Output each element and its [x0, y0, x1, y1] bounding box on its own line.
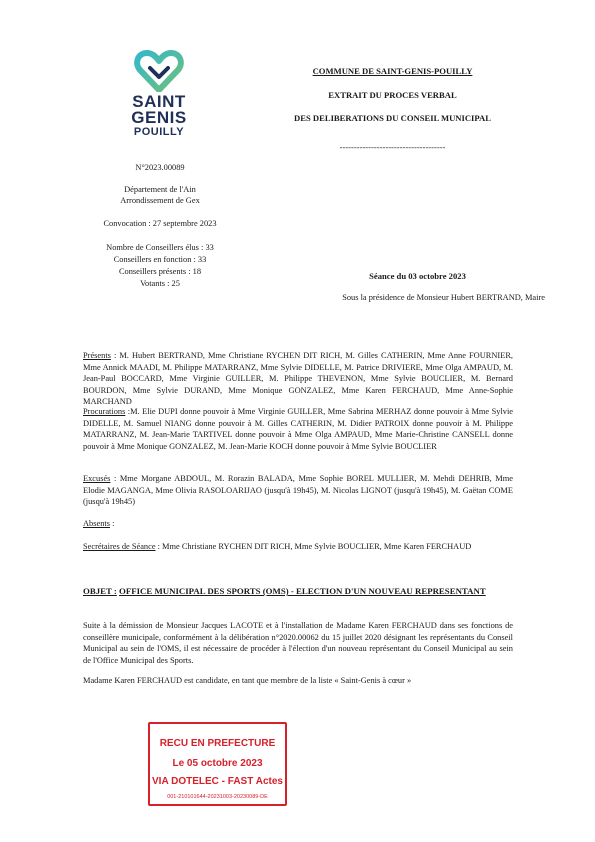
- excuses-text: : Mme Morgane ABDOUL, M. Rorazin BALADA, Mme Sophie BOREL MULLIER, M. Mehdi DEHRIB, Mme Elodie MAGANGA, Mme Olivia RASOLOARIJAO (jusqu'à 19h45), M. Nicolas LIGNOT (jusqu'à 19h45), M. Gaëtan COME (jusqu'à 19h45): [83, 474, 513, 507]
- arrondissement: Arrondissement de Gex: [120, 196, 200, 205]
- count-fonction: Conseillers en fonction : 33: [113, 255, 207, 264]
- commune-logo: [118, 50, 200, 138]
- body-paragraph-1: Suite à la démission de Monsieur Jacques LACOTE et à l'installation de Madame Karen FERCHAUD dans ses fonctions de conseillère municipale, conformément à la délibération n°2020.00062 du 15 juillet 2020 désignant les représentants du Conseil Municipal au sein de l'OMS, il est nécessaire de procéder à l'élection d'un nouveau représentant du Conseil Municipal au sein de l'Office Municipal des Sports.: [83, 621, 513, 665]
- absents-text: :: [110, 519, 115, 528]
- seance-date: Séance du 03 octobre 2023: [369, 271, 466, 281]
- absents-label: Absents: [83, 519, 110, 528]
- extrait-title: EXTRAIT DU PROCES VERBAL: [328, 90, 457, 100]
- stamp-line-1: RECU EN PREFECTURE: [159, 738, 276, 749]
- logo-text-genis: GENIS: [131, 108, 187, 127]
- absents-paragraph: [83, 518, 513, 530]
- presents-text: : M. Hubert BERTRAND, Mme Christiane RYCHEN DIT RICH, M. Gilles CATHERIN, Mme Anne FOURNIER, Mme Annick MAADI, M. Philippe MATARRANZ, Mme Sylvie DIDELLE, M. Patrice DRIVIERE, Mme Olga AMPAUD, M. Jean-Paul BOCCARD, Mme Virginie GUILLER, M. Philippe THEVENON, Mme Sylvie BOUCLIER, M. Bernard BOURDON, Mme Sylvie DURAND, Mme Monique GONZALEZ, Mme Karen FERCHAUD, Mme Anne-Sophie MARCHAND: [83, 351, 513, 407]
- procurations-label: Procurations: [83, 407, 126, 416]
- presidence: Sous la présidence de Monsieur Hubert BERTRAND, Maire: [342, 293, 545, 302]
- excuses-label: Excusés: [83, 474, 111, 483]
- objet-heading: [83, 586, 513, 598]
- procurations-text: :M. Elie DUPI donne pouvoir à Mme Virginie GUILLER, Mme Sabrina MERHAZ donne pouvoir à Mme Sylvie DIDELLE, M. Samuel NIANG donne pouvoir à M. Gilles CATHERIN, M. Didier PATROIX donne pouvoir à M. Philippe MATARRANZ, M. Jean-Marie TARTIVEL donne pouvoir à Mme Olga AMPAUD, Mme Marie-Christine CANSELL donne pouvoir à Mme Monique GONZALEZ, M. Jean-Marie KOCH donne pouvoir à Mme Sylvie BOUCLIER: [83, 407, 513, 451]
- stamp-line-2: Le 05 octobre 2023: [172, 758, 263, 769]
- stamp-line-3: VIA DOTELEC - FAST Actes: [152, 776, 283, 787]
- presents-label: Présents: [83, 351, 111, 360]
- procurations-paragraph: [83, 406, 513, 452]
- convocation: Convocation : 27 septembre 2023: [103, 219, 217, 228]
- header-separator: -------------------------------------: [339, 142, 446, 152]
- reference-number: N°2023.00089: [135, 163, 185, 172]
- logo-text-saint: SAINT: [132, 92, 186, 111]
- count-elus: Nombre de Conseillers élus : 33: [106, 243, 214, 252]
- commune-title: COMMUNE DE SAINT-GENIS-POUILLY: [312, 66, 473, 76]
- objet-text: OFFICE MUNICIPAL DES SPORTS (OMS) - ELECTION D'UN NOUVEAU REPRESENTANT: [119, 586, 486, 596]
- count-presents: Conseillers présents : 18: [118, 267, 202, 276]
- count-votants: Votants : 25: [140, 279, 180, 288]
- secretaires-text: : Mme Christiane RYCHEN DIT RICH, Mme Sylvie BOUCLIER, Mme Karen FERCHAUD: [155, 542, 472, 551]
- objet-label: OBJET :: [83, 586, 117, 596]
- secretaires-label: Secrétaires de Séance: [83, 542, 156, 551]
- presents-paragraph: [83, 350, 513, 408]
- stamp-line-4: 001-210101644-20231003-20230089-DE: [167, 794, 268, 800]
- secretaires-paragraph: [83, 541, 513, 553]
- logo-text-pouilly: POUILLY: [133, 126, 185, 138]
- prefecture-stamp: [148, 722, 287, 806]
- excuses-paragraph: [83, 473, 513, 508]
- heart-logo-icon: [134, 50, 184, 92]
- body-paragraph-2: Madame Karen FERCHAUD est candidate, en tant que membre de la liste « Saint-Genis à cœur »: [83, 676, 412, 685]
- deliberations-title: DES DELIBERATIONS DU CONSEIL MUNICIPAL: [294, 113, 491, 123]
- departement: Département de l'Ain: [124, 185, 196, 194]
